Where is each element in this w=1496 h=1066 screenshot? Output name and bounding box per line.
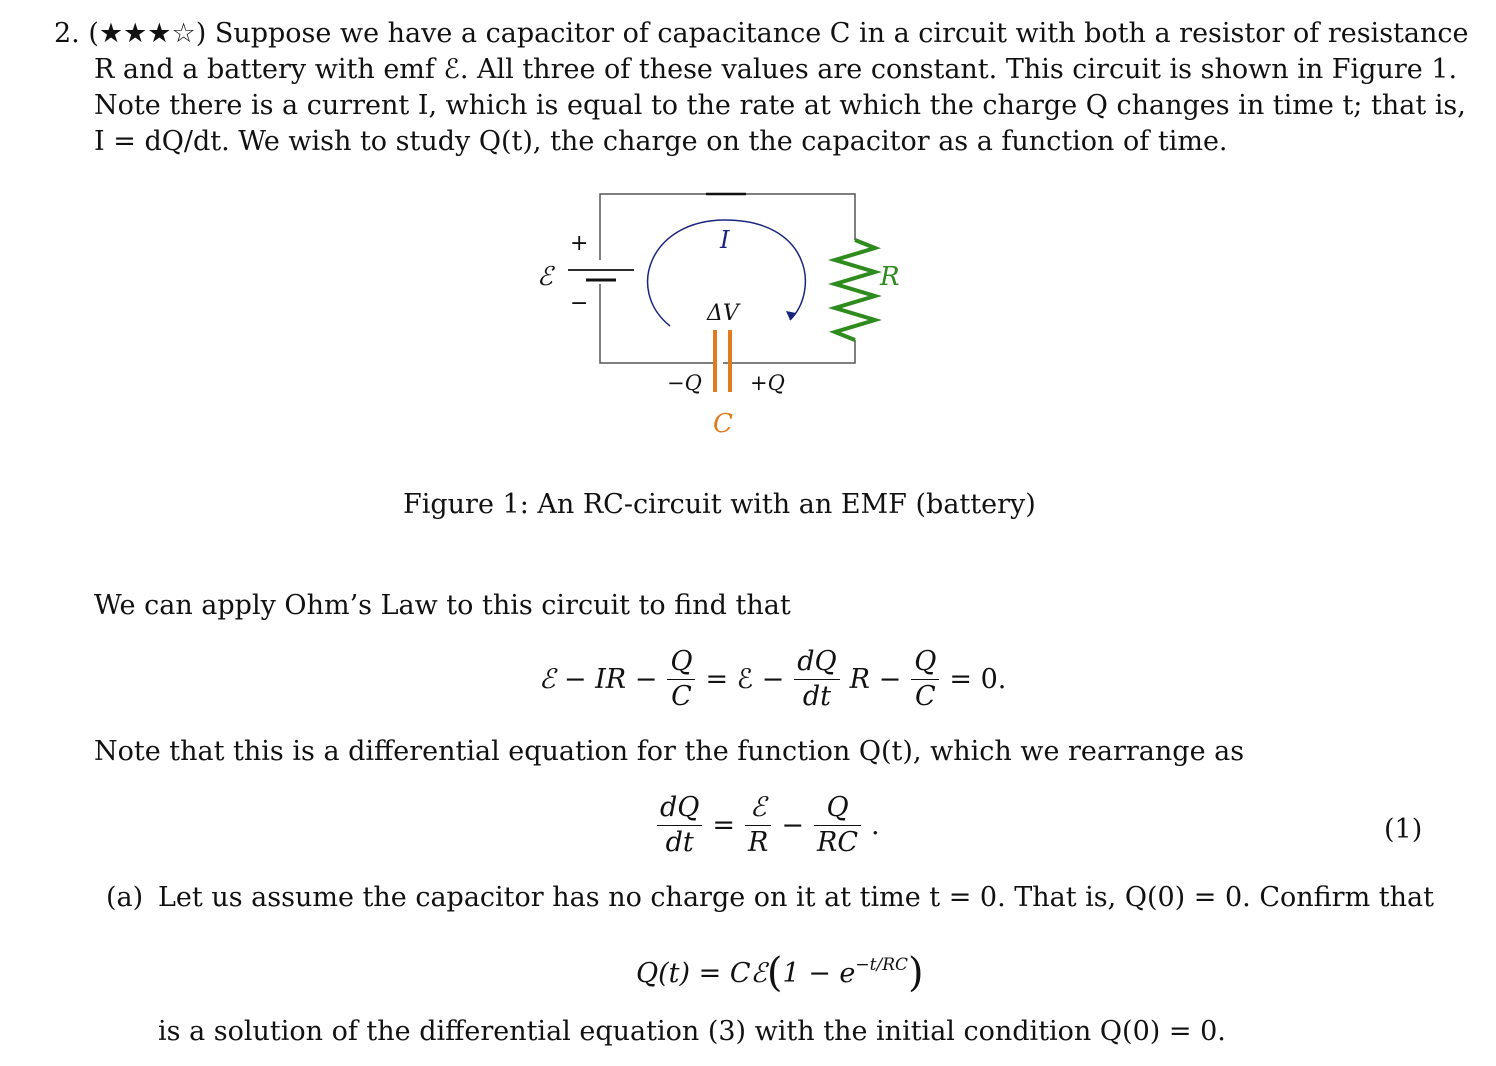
equation-ohm: [536, 646, 1009, 713]
problem-text-3: Note there is a current I, which is equal to the rate at which the charge Q changes in time t; that is,: [94, 90, 1466, 121]
eq1-mid: = ℰ −: [705, 664, 785, 695]
rc-circuit-figure: [520, 180, 920, 450]
difficulty-stars: (★★★☆): [88, 18, 207, 49]
solution-equation: Q(t) = Cℰ(1 − $e^{-t/RC}$): [636, 950, 924, 996]
right-bottom-wire: [723, 340, 855, 363]
problem-line-1: [54, 16, 1469, 52]
eq1-after: R −: [849, 664, 902, 695]
part-a-text: Let us assume the capacitor has no charge on it at time t = 0. That is, Q(0) = 0. Confirm that: [158, 882, 1434, 913]
problem-text-2: R and a battery with emf ℰ. All three of these values are constant. This circuit is shown in Figure 1.: [94, 54, 1458, 85]
delta-v-label: ΔV: [707, 301, 739, 326]
eq1-frac-dq-dt: $\frac{dQ}{dt}$: [791, 646, 842, 713]
equation-tag: (1): [1384, 814, 1423, 845]
neg-q-label: −Q: [667, 371, 702, 395]
eq1-frac-q-over-c: $\frac{Q}{C}$: [664, 646, 698, 713]
left-bottom-wire: [600, 284, 715, 363]
resistor: [835, 240, 875, 340]
eq2-minus: −: [781, 810, 805, 841]
pos-q-label: +Q: [750, 371, 785, 395]
battery-emf-label: ℰ: [537, 262, 553, 292]
figure-caption: Figure 1: An RC-circuit with an EMF (battery): [403, 489, 1036, 520]
eq1-lhs: ℰ − IR −: [539, 664, 658, 695]
battery-minus: −: [570, 291, 589, 316]
equation-de: [650, 792, 883, 859]
solution-lhs: Q(t) = Cℰ: [636, 958, 767, 989]
solution-exponent: −t/RC: [855, 955, 909, 975]
problem-text-4: I = dQ/dt. We wish to study Q(t), the charge on the capacitor as a function of time.: [94, 126, 1228, 157]
problem-number: 2.: [54, 18, 80, 49]
part-a-follow: is a solution of the differential equation (3) with the initial condition Q(0) = 0.: [158, 1016, 1226, 1047]
current-label: I: [720, 226, 730, 254]
eq2-equals: =: [712, 810, 736, 841]
eq2-end: .: [871, 810, 880, 841]
resistor-label: R: [880, 262, 900, 292]
ohm-intro: We can apply Ohm’s Law to this circuit to find that: [94, 590, 791, 621]
problem-text-1: Suppose we have a capacitor of capacitance C in a circuit with both a resistor of resistance: [214, 18, 1469, 49]
eq2-frac-q-rc: $\frac{Q}{RC}$: [811, 792, 864, 859]
eq2-frac-dq-dt: $\frac{dQ}{dt}$: [654, 792, 705, 859]
eq1-frac-q-over-c-2: $\frac{Q}{C}$: [908, 646, 942, 713]
capacitor-label: C: [713, 409, 733, 439]
eq2-frac-emf-r: $\frac{\text{ℰ}}{R}$: [742, 792, 774, 859]
eq1-end: = 0.: [949, 664, 1007, 695]
battery-plus: +: [570, 231, 589, 256]
solution-inner: 1 − e: [782, 958, 856, 989]
note-line: Note that this is a differential equation for the function Q(t), which we rearrange as: [94, 736, 1245, 767]
part-a-label: (a): [106, 882, 144, 913]
